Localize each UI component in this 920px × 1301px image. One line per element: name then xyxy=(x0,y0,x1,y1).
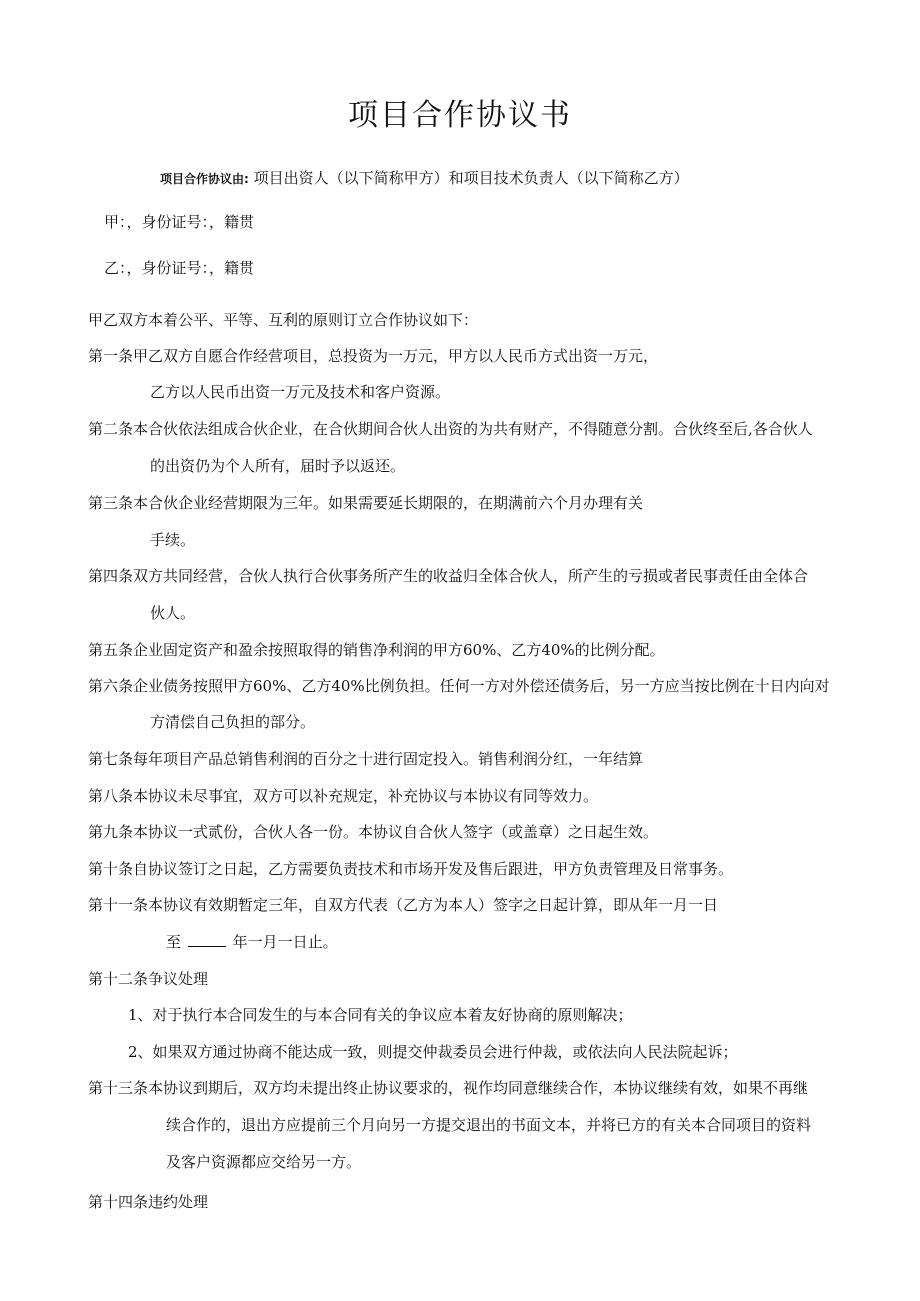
article-11-line-1: 第十一条本协议有效期暂定三年，自双方代表（乙方为本人）签字之日起计算，即从年一月一日 xyxy=(88,896,719,914)
article-3-line-1: 第三条本合伙企业经营期限为三年。如果需要延长期限的，在期满前六个月办理有关 xyxy=(88,494,644,512)
article-1-line-2: 乙方以人民币出资一万元及技术和客户资源。 xyxy=(150,383,451,401)
article-12-heading: 第十二条争议处理 xyxy=(88,970,209,988)
article-1-line-1: 第一条甲乙双方自愿合作经营项目，总投资为一万元，甲方以人民币方式出资一万元， xyxy=(88,347,659,365)
preamble: 甲乙双方本着公平、平等、互利的原则订立合作协议如下： xyxy=(88,311,479,329)
document-title: 项目合作协议书 xyxy=(348,98,572,133)
article-6-line-2: 方清偿自己负担的部分。 xyxy=(150,713,316,731)
article-11-end: 年一月一日止。 xyxy=(232,933,338,951)
article-12-item-2: 2、如果双方通过协商不能达成一致，则提交仲裁委员会进行仲裁，或依法向人民法院起诉； xyxy=(128,1043,738,1061)
article-3-line-2: 手续。 xyxy=(150,531,196,549)
article-12-item-1: 1、对于执行本合同发生的与本合同有关的争议应本着友好协商的原则解决； xyxy=(128,1006,633,1024)
article-2-line-1: 第二条本合伙依法组成合伙企业，在合伙期间合伙人出资的为共有财产，不得随意分割。合伙终至后,各合伙人 xyxy=(88,420,813,438)
article-13-line-2: 续合作的，退出方应提前三个月向另一方提交退出的书面文本，并将已方的有关本合同项目的资料 xyxy=(166,1116,812,1134)
article-4-line-2: 伙人。 xyxy=(150,604,196,622)
article-8: 第八条本协议未尽事宜，双方可以补充规定，补充协议与本协议有同等效力。 xyxy=(88,787,599,805)
year-blank xyxy=(188,932,226,947)
article-13-line-3: 及客户资源都应交给另一方。 xyxy=(166,1153,362,1171)
intro-lead: 项目合作协议由: xyxy=(160,172,249,186)
article-11-to: 至 xyxy=(166,933,182,951)
article-14-heading: 第十四条违约处理 xyxy=(88,1193,209,1211)
intro-text: 项目出资人（以下简称甲方）和项目技术负责人（以下简称乙方） xyxy=(253,169,689,187)
article-4-line-1: 第四条双方共同经营，合伙人执行合伙事务所产生的收益归全体合伙人，所产生的亏损或者民事责任由全体合 xyxy=(88,567,809,585)
party-a-line: 甲：，身份证号：，籍贯 xyxy=(104,213,255,231)
intro-line xyxy=(160,168,689,189)
article-13-line-1: 第十三条本协议到期后，双方均未提出终止协议要求的，视作均同意继续合作，本协议继续有效，如果不再继 xyxy=(88,1079,809,1097)
party-b-line: 乙：，身份证号：，籍贯 xyxy=(104,259,255,277)
article-11-line-2 xyxy=(166,932,338,952)
article-5: 第五条企业固定资产和盈余按照取得的销售净利润的甲方60%、乙方40%的比例分配。 xyxy=(88,641,665,659)
article-2-line-2: 的出资仍为个人所有，届时予以返还。 xyxy=(150,457,406,475)
article-7: 第七条每年项目产品总销售利润的百分之十进行固定投入。销售利润分红，一年结算 xyxy=(88,750,644,768)
article-6-line-1: 第六条企业债务按照甲方60%、乙方40%比例负担。任何一方对外偿还债务后，另一方应当按比例在十日内向对 xyxy=(88,677,830,695)
article-9: 第九条本协议一式贰份，合伙人各一份。本协议自合伙人签字（或盖章）之日起生效。 xyxy=(88,823,659,841)
article-10: 第十条自协议签订之日起，乙方需要负责技术和市场开发及售后跟进，甲方负责管理及日常事务。 xyxy=(88,860,734,878)
